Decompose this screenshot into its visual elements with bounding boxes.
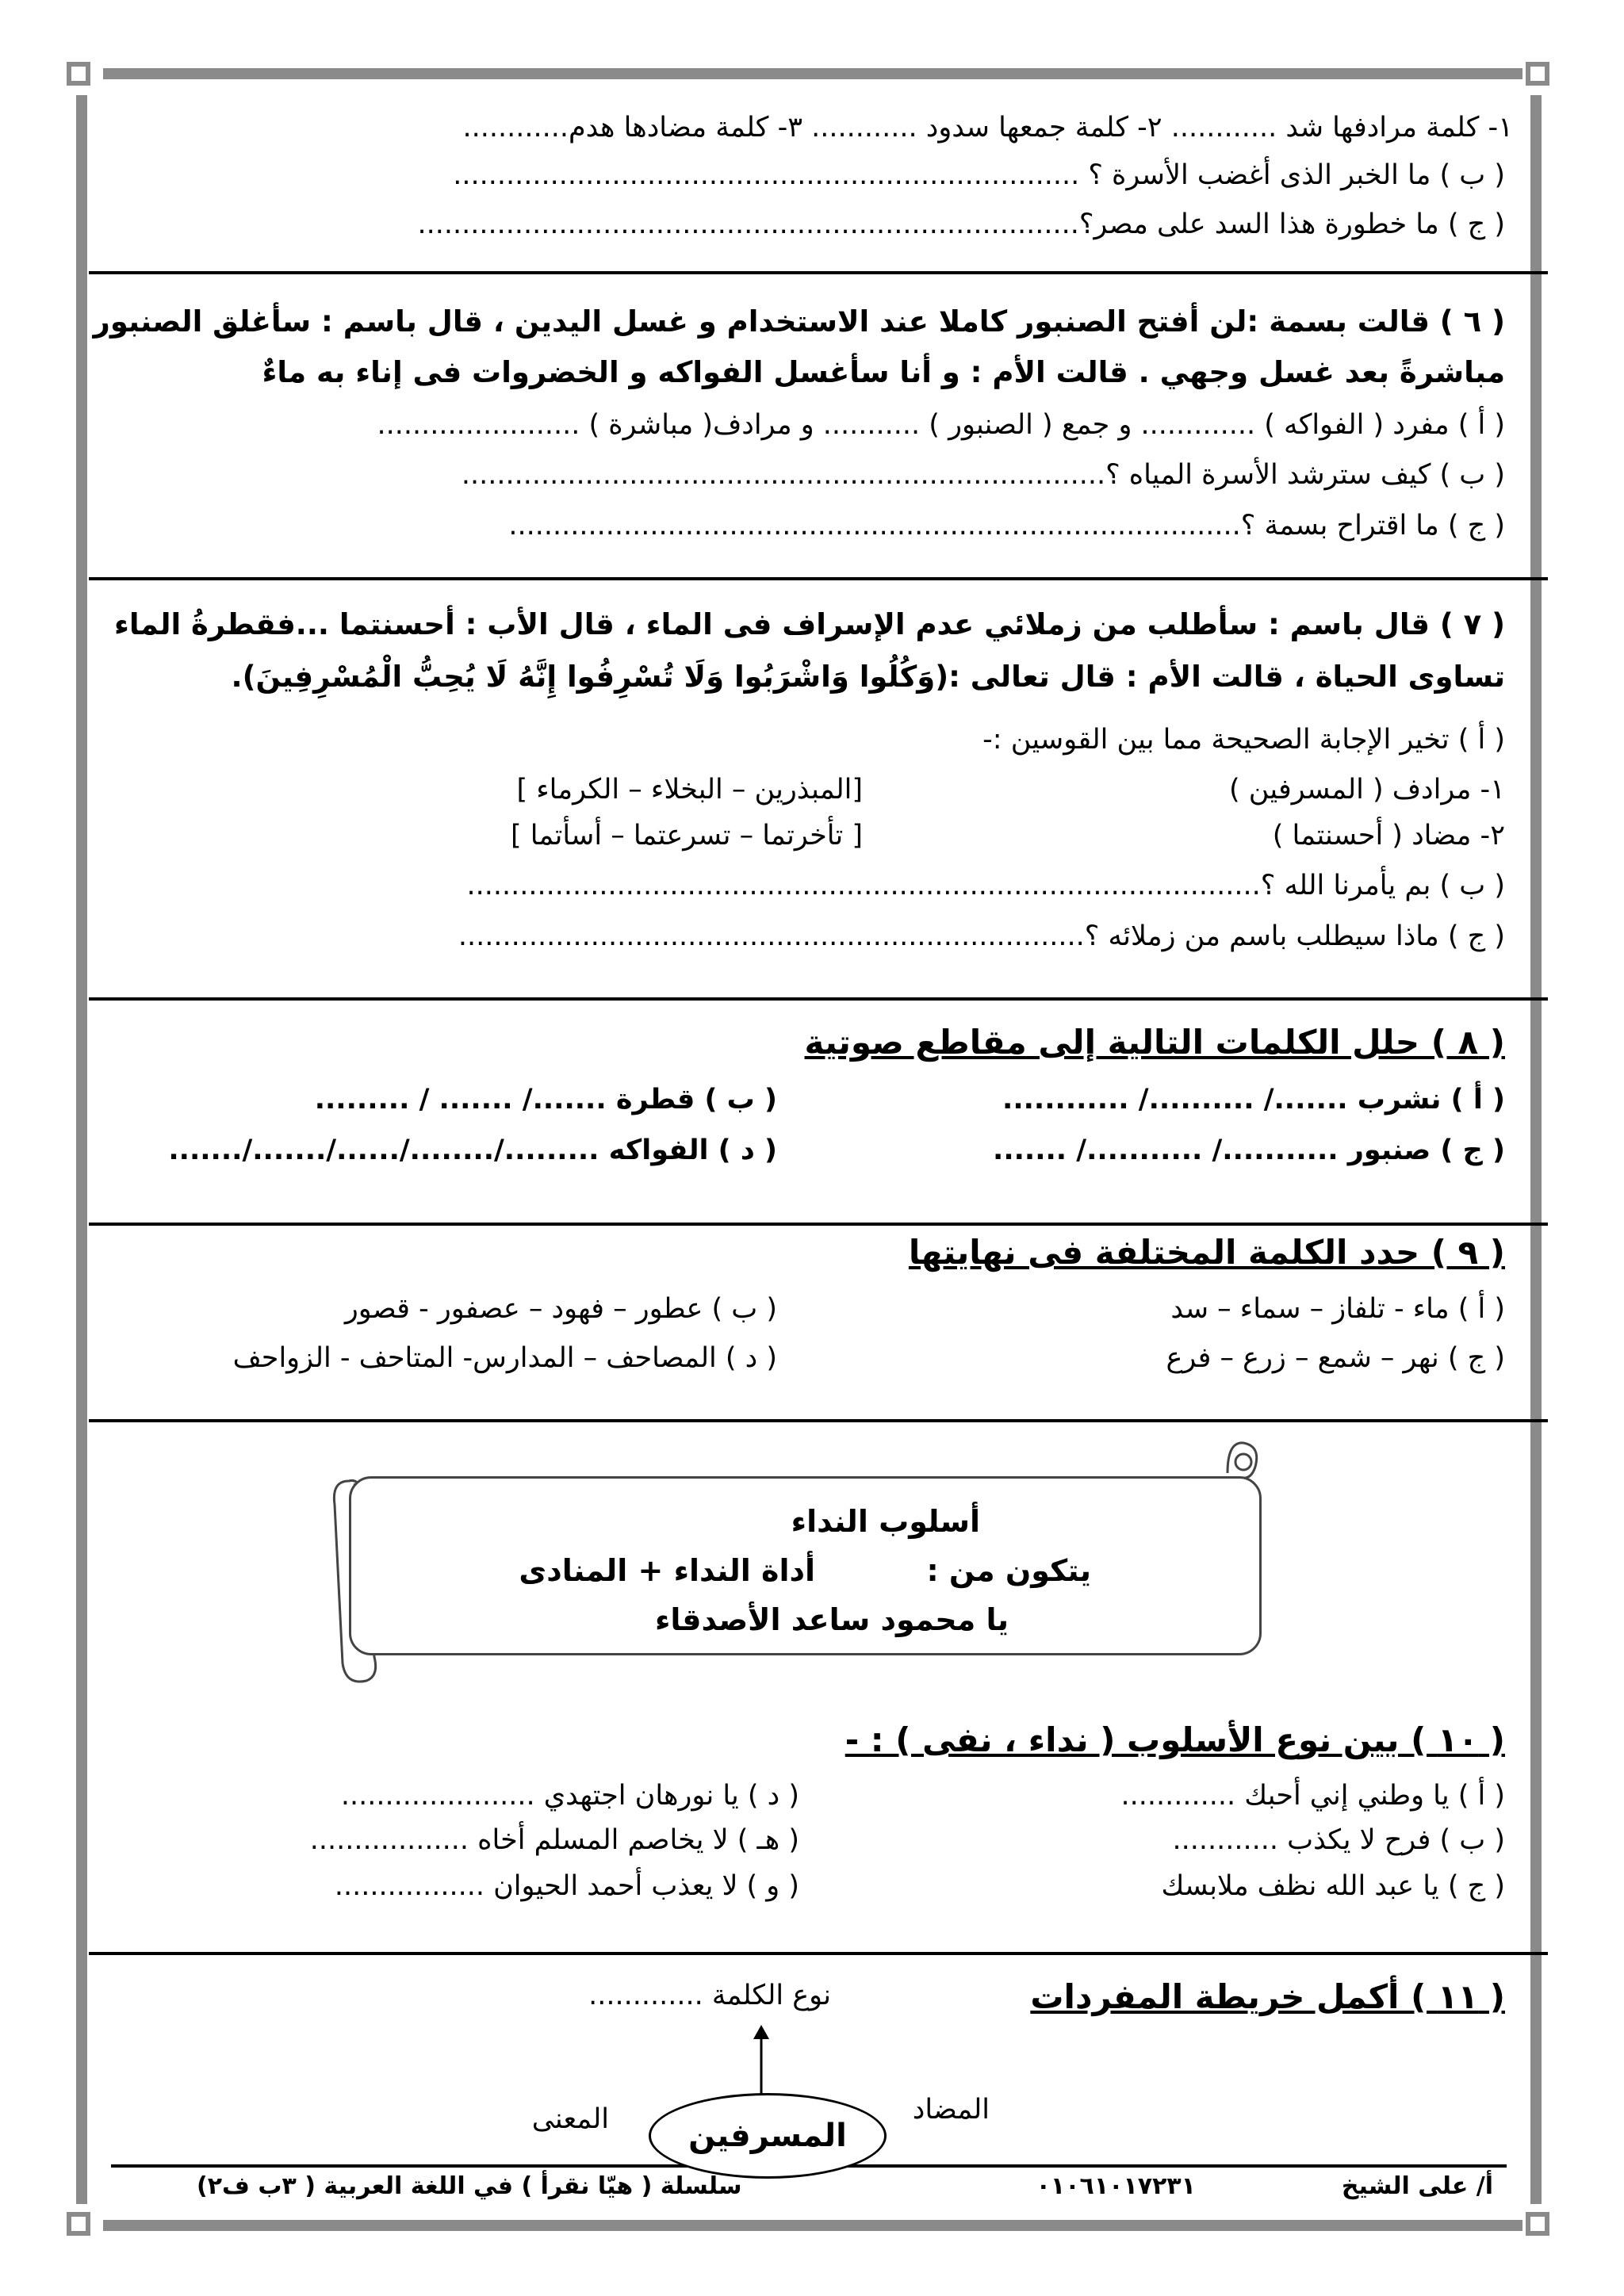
q9-item-b: ( ب ) عطور – فهود – عصفور - قصور	[344, 1293, 777, 1325]
frame-corner-tr	[1526, 62, 1549, 86]
frame-corner-br	[1526, 2212, 1549, 2236]
q5-line1: ١- كلمة مرادفها شد ............ ٢- كلمة جمعها سدود ............ ٣- كلمة مضادها هدم............	[462, 112, 1513, 144]
frame-left	[76, 95, 87, 2204]
q7-a1-label: ١- مرادف ( المسرفين )	[1229, 774, 1505, 806]
info-box-title: أسلوب النداء	[791, 1504, 980, 1539]
footer-phone: ٠١٠٦١٠١٧٢٣١	[1036, 2172, 1196, 2200]
q6-question-c: ( ج ) ما اقتراح بسمة ؟...................................................................................	[508, 510, 1505, 541]
q11-title: ( ١١ ) أكمل خريطة المفردات	[1030, 1977, 1505, 2016]
q7-passage-line2: تساوى الحياة ، قالت الأم : قال تعالى :(وَكُلُوا وَاشْرَبُوا وَلَا تُسْرِفُوا إِنَّهُ لَا يُحِبُّ الْمُسْرِفِينَ).	[231, 660, 1505, 694]
divider	[89, 1419, 1548, 1422]
frame-corner-bl	[67, 2212, 90, 2236]
q7-question-a: ( أ ) تخير الإجابة الصحيحة مما بين القوسين :-	[982, 724, 1505, 756]
q10-item-a: ( أ ) يا وطني إني أحبك .............	[1120, 1780, 1505, 1812]
q7-question-c: ( ج ) ماذا سيطلب باسم من زملائه ؟.......................................................................	[458, 920, 1505, 952]
frame-top	[103, 68, 1522, 79]
footer-series: سلسلة ( هيّا نقرأ ) في اللغة العربية ( ٣ب ف٢)	[197, 2172, 742, 2200]
q9-item-c: ( ج ) نهر – شمع – زرع – فرع	[1166, 1342, 1505, 1374]
q11-type-label: نوع الكلمة .............	[588, 1980, 831, 2011]
frame-bottom	[103, 2220, 1522, 2231]
q5-question-b: ( ب ) ما الخبر الذى أغضب الأسرة ؟ .......................................................................	[453, 159, 1505, 191]
q10-item-e: ( هـ ) لا يخاصم المسلم أخاه ..................	[309, 1824, 799, 1856]
q6-passage-line1: ( ٦ ) قالت بسمة :لن أفتح الصنبور كاملا عند الاستخدام و غسل اليدين ، قال باسم : سأغلق الصنبور	[93, 304, 1505, 339]
q11-center-word: المسرفين	[649, 2093, 887, 2179]
frame-right	[1530, 95, 1542, 2204]
q7-a2-options: [ تأخرتما – تسرعتما – أسأتما ]	[510, 820, 863, 851]
info-box-formula: أداة النداء + المنادى	[519, 1553, 815, 1588]
q7-question-b: ( ب ) بم يأمرنا الله ؟..........................................................................................	[466, 870, 1505, 901]
q8-item-d: ( د ) الفواكه ........./......../....../......./.......	[168, 1135, 777, 1166]
info-box-label: يتكون من :	[926, 1553, 1091, 1588]
q8-title: ( ٨ ) حلل الكلمات التالية إلى مقاطع صوتية	[804, 1023, 1505, 1062]
q10-item-b: ( ب ) فرح لا يكذب ............	[1172, 1824, 1505, 1856]
q10-item-c: ( ج ) يا عبد الله نظف ملابسك	[1161, 1870, 1505, 1902]
q8-item-c: ( ج ) صنبور .........../ .........../ .......	[993, 1135, 1505, 1166]
q6-question-a: ( أ ) مفرد ( الفواكه ) ............. و جمع ( الصنبور ) ........... و مرادف( مباشرة ) .......................	[377, 409, 1505, 441]
divider	[89, 1223, 1548, 1226]
divider	[89, 271, 1548, 274]
q6-question-b: ( ب ) كيف سترشد الأسرة المياه ؟.........................................................................	[461, 459, 1505, 491]
q11-meaning-label: المعنى	[531, 2103, 609, 2135]
divider	[89, 1952, 1548, 1955]
q9-item-a: ( أ ) ماء - تلفاز – سماء – سد	[1170, 1293, 1505, 1325]
arrow-up-icon	[752, 2025, 771, 2096]
q7-passage-line1: ( ٧ ) قال باسم : سأطلب من زملائي عدم الإسراف فى الماء ، قال الأب : أحسنتما ...فقطرةُ الماء	[113, 607, 1505, 641]
q7-a2-label: ٢- مضاد ( أحسنتما )	[1272, 820, 1505, 851]
q8-item-a: ( أ ) نشرب ......./ ........../ ............	[1002, 1084, 1505, 1115]
q9-item-d: ( د ) المصاحف – المدارس- المتاحف - الزواحف	[232, 1342, 777, 1374]
q10-item-d: ( د ) يا نورهان اجتهدي ......................	[340, 1780, 799, 1812]
info-box	[349, 1476, 1262, 1655]
divider	[89, 577, 1548, 580]
q5-question-c: ( ج ) ما خطورة هذا السد على مصر؟...........................................................................	[417, 209, 1505, 240]
info-box-example: يا محمود ساعد الأصدقاء	[654, 1602, 1009, 1637]
q9-title: ( ٩ ) حدد الكلمة المختلفة فى نهايتها	[908, 1233, 1505, 1272]
q7-a1-options: [المبذرين – البخلاء – الكرماء ]	[516, 774, 863, 806]
footer-teacher: أ/ على الشيخ	[1341, 2172, 1493, 2200]
q11-antonym-label: المضاد	[912, 2094, 990, 2126]
divider	[89, 997, 1548, 1001]
q8-item-b: ( ب ) قطرة ......./ ....... / .........	[314, 1084, 777, 1115]
q10-title: ( ١٠ ) بين نوع الأسلوب ( نداء ، نفى ) : -	[845, 1720, 1505, 1759]
frame-corner-tl	[67, 62, 90, 86]
q10-item-f: ( و ) لا يعذب أحمد الحيوان .................	[334, 1870, 799, 1902]
q6-passage-line2: مباشرةً بعد غسل وجهي . قالت الأم : و أنا سأغسل الفواكه و الخضروات فى إناء به ماءٌ	[262, 355, 1505, 389]
